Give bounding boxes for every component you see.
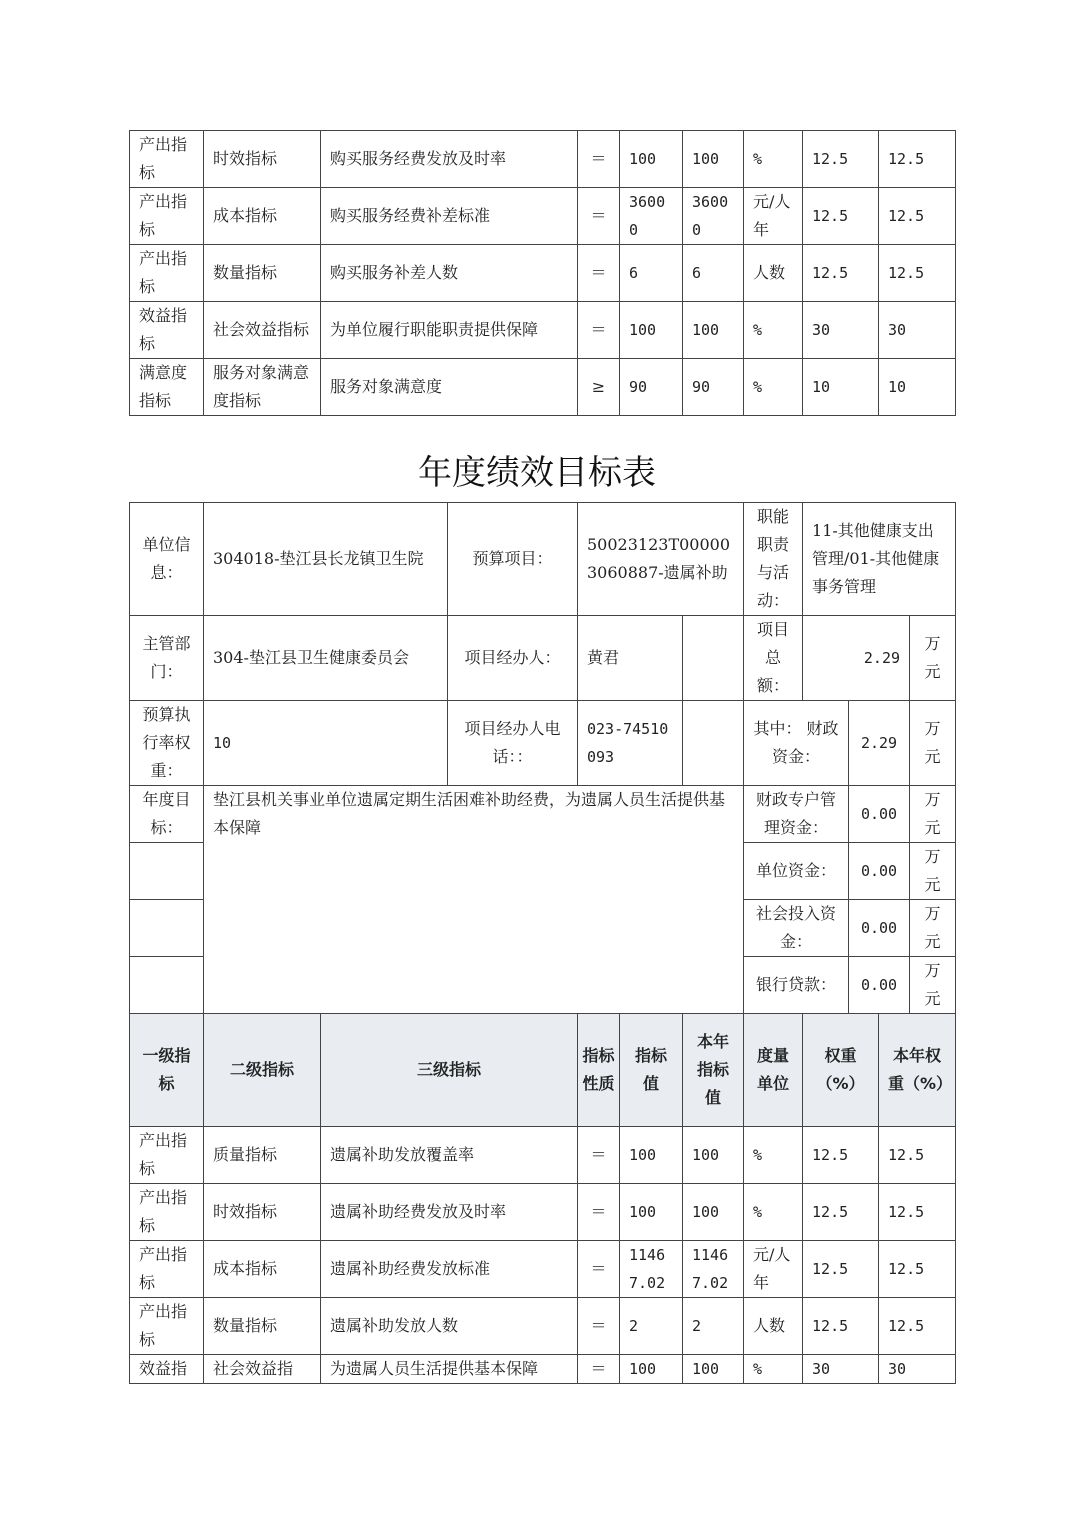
indicator-row bbox=[130, 359, 956, 416]
social-fund-unit: 万元 bbox=[910, 900, 956, 957]
level2-cell: 数量指标 bbox=[204, 245, 321, 302]
unit-cell: 人数 bbox=[744, 1298, 803, 1355]
nature-cell: ＝ bbox=[578, 188, 620, 245]
indicator-row bbox=[130, 1127, 956, 1184]
year-value-cell: 11467.02 bbox=[683, 1241, 744, 1298]
level1-cell: 效益指标 bbox=[130, 302, 204, 359]
indicator-row bbox=[130, 1355, 956, 1384]
level2-cell: 服务对象满意度指标 bbox=[204, 359, 321, 416]
level3-cell: 遗属补助经费发放及时率 bbox=[321, 1184, 578, 1241]
special-fund-unit: 万元 bbox=[910, 786, 956, 843]
loan-unit: 万元 bbox=[910, 957, 956, 1014]
unit-label: 单位信息： bbox=[130, 503, 204, 616]
level3-cell: 为遗属人员生活提供基本保障 bbox=[321, 1355, 578, 1384]
level1-cell: 产出指标 bbox=[130, 245, 204, 302]
social-fund-label: 社会投入资金： bbox=[744, 900, 849, 957]
unit-cell: % bbox=[744, 359, 803, 416]
indicator-row bbox=[130, 131, 956, 188]
indicator-header-row bbox=[130, 1014, 956, 1127]
fiscal-label: 其中： 财政资金： bbox=[744, 701, 849, 786]
info-row-dept bbox=[130, 616, 956, 701]
info-row-exec bbox=[130, 701, 956, 786]
level3-cell: 购买服务经费补差标准 bbox=[321, 188, 578, 245]
weight-cell: 30 bbox=[803, 1355, 879, 1384]
performance-target-table bbox=[129, 502, 956, 1384]
exec-weight-label: 预算执行率权重： bbox=[130, 701, 204, 786]
year-weight-cell: 30 bbox=[879, 302, 956, 359]
header-weight: 权重（%） bbox=[803, 1014, 879, 1127]
weight-cell: 30 bbox=[803, 302, 879, 359]
nature-cell: ＝ bbox=[578, 1298, 620, 1355]
fiscal-value: 2.29 bbox=[849, 701, 910, 786]
value-cell: 100 bbox=[620, 1355, 683, 1384]
function-value: 11-其他健康支出管理/01-其他健康事务管理 bbox=[803, 503, 956, 616]
header-value: 指标值 bbox=[620, 1014, 683, 1127]
level3-cell: 服务对象满意度 bbox=[321, 359, 578, 416]
manager-label: 项目经办人： bbox=[448, 616, 578, 701]
goal-value: 垫江县机关事业单位遗属定期生活困难补助经费，为遗属人员生活提供基本保障 bbox=[204, 786, 744, 1014]
social-fund-value: 0.00 bbox=[849, 900, 910, 957]
header-nature: 指标性质 bbox=[578, 1014, 620, 1127]
value-cell: 100 bbox=[620, 302, 683, 359]
dept-label: 主管部门： bbox=[130, 616, 204, 701]
year-value-cell: 100 bbox=[683, 302, 744, 359]
weight-cell: 12.5 bbox=[803, 1127, 879, 1184]
indicator-row bbox=[130, 188, 956, 245]
weight-cell: 12.5 bbox=[803, 245, 879, 302]
year-weight-cell: 12.5 bbox=[879, 1241, 956, 1298]
function-label: 职能职责与活动： bbox=[744, 503, 803, 616]
year-weight-cell: 10 bbox=[879, 359, 956, 416]
goal-label: 年度目标： bbox=[130, 786, 204, 843]
year-value-cell: 90 bbox=[683, 359, 744, 416]
indicator-row bbox=[130, 245, 956, 302]
header-level3: 三级指标 bbox=[321, 1014, 578, 1127]
year-weight-cell: 12.5 bbox=[879, 131, 956, 188]
year-weight-cell: 12.5 bbox=[879, 245, 956, 302]
level2-cell: 社会效益指标 bbox=[204, 302, 321, 359]
level1-cell: 满意度指标 bbox=[130, 359, 204, 416]
level1-cell: 产出指标 bbox=[130, 1127, 204, 1184]
level3-cell: 购买服务经费发放及时率 bbox=[321, 131, 578, 188]
header-level2: 二级指标 bbox=[204, 1014, 321, 1127]
nature-cell: ≥ bbox=[578, 359, 620, 416]
year-value-cell: 100 bbox=[683, 1184, 744, 1241]
header-unit: 度量单位 bbox=[744, 1014, 803, 1127]
year-weight-cell: 12.5 bbox=[879, 1298, 956, 1355]
level1-cell: 产出指标 bbox=[130, 1298, 204, 1355]
level3-cell: 遗属补助发放人数 bbox=[321, 1298, 578, 1355]
weight-cell: 12.5 bbox=[803, 1298, 879, 1355]
unit-cell: % bbox=[744, 1184, 803, 1241]
level1-cell: 产出指标 bbox=[130, 131, 204, 188]
value-cell: 90 bbox=[620, 359, 683, 416]
nature-cell: ＝ bbox=[578, 245, 620, 302]
year-weight-cell: 12.5 bbox=[879, 188, 956, 245]
level2-cell: 时效指标 bbox=[204, 131, 321, 188]
empty-cell bbox=[130, 900, 204, 957]
unit-cell: % bbox=[744, 302, 803, 359]
level1-cell: 产出指标 bbox=[130, 188, 204, 245]
value-cell: 2 bbox=[620, 1298, 683, 1355]
unit-cell: % bbox=[744, 1355, 803, 1384]
info-row-unit bbox=[130, 503, 956, 616]
level3-cell: 遗属补助经费发放标准 bbox=[321, 1241, 578, 1298]
budget-item-label: 预算项目： bbox=[448, 503, 578, 616]
level1-cell: 效益指 bbox=[130, 1355, 204, 1384]
year-value-cell: 2 bbox=[683, 1298, 744, 1355]
nature-cell: ＝ bbox=[578, 1127, 620, 1184]
loan-value: 0.00 bbox=[849, 957, 910, 1014]
indicator-table-continued bbox=[129, 130, 956, 416]
loan-label: 银行贷款： bbox=[744, 957, 849, 1014]
level2-cell: 质量指标 bbox=[204, 1127, 321, 1184]
indicator-row bbox=[130, 1241, 956, 1298]
unit-fund-unit: 万元 bbox=[910, 843, 956, 900]
total-value: 2.29 bbox=[803, 616, 910, 701]
level2-cell: 数量指标 bbox=[204, 1298, 321, 1355]
info-row-goal bbox=[130, 786, 956, 843]
unit-cell: 人数 bbox=[744, 245, 803, 302]
nature-cell: ＝ bbox=[578, 131, 620, 188]
phone-value: 023-74510093 bbox=[578, 701, 683, 786]
page-title: 年度绩效目标表 bbox=[418, 453, 656, 493]
year-value-cell: 36000 bbox=[683, 188, 744, 245]
level3-cell: 遗属补助发放覆盖率 bbox=[321, 1127, 578, 1184]
dept-value: 304-垫江县卫生健康委员会 bbox=[204, 616, 448, 701]
weight-cell: 12.5 bbox=[803, 188, 879, 245]
budget-item-value: 50023123T000003060887-遗属补助 bbox=[578, 503, 744, 616]
header-year-weight: 本年权重（%） bbox=[879, 1014, 956, 1127]
exec-weight-value: 10 bbox=[204, 701, 448, 786]
value-cell: 6 bbox=[620, 245, 683, 302]
year-value-cell: 6 bbox=[683, 245, 744, 302]
weight-cell: 12.5 bbox=[803, 1241, 879, 1298]
year-weight-cell: 12.5 bbox=[879, 1127, 956, 1184]
year-weight-cell: 30 bbox=[879, 1355, 956, 1384]
header-year-value: 本年指标值 bbox=[683, 1014, 744, 1127]
value-cell: 36000 bbox=[620, 188, 683, 245]
special-fund-value: 0.00 bbox=[849, 786, 910, 843]
empty-cell bbox=[130, 957, 204, 1014]
manager-value: 黄君 bbox=[578, 616, 683, 701]
empty-cell bbox=[683, 701, 744, 786]
value-cell: 100 bbox=[620, 1127, 683, 1184]
level2-cell: 成本指标 bbox=[204, 188, 321, 245]
level1-cell: 产出指标 bbox=[130, 1241, 204, 1298]
weight-cell: 12.5 bbox=[803, 131, 879, 188]
level3-cell: 购买服务补差人数 bbox=[321, 245, 578, 302]
empty-cell bbox=[130, 843, 204, 900]
unit-cell: % bbox=[744, 131, 803, 188]
value-cell: 11467.02 bbox=[620, 1241, 683, 1298]
empty-cell bbox=[683, 616, 744, 701]
fiscal-unit: 万元 bbox=[910, 701, 956, 786]
unit-cell: % bbox=[744, 1127, 803, 1184]
level2-cell: 社会效益指 bbox=[204, 1355, 321, 1384]
phone-label: 项目经办人电话：： bbox=[448, 701, 578, 786]
unit-fund-label: 单位资金： bbox=[744, 843, 849, 900]
year-weight-cell: 12.5 bbox=[879, 1184, 956, 1241]
nature-cell: ＝ bbox=[578, 1355, 620, 1384]
unit-value: 304018-垫江县长龙镇卫生院 bbox=[204, 503, 448, 616]
value-cell: 100 bbox=[620, 131, 683, 188]
level3-cell: 为单位履行职能职责提供保障 bbox=[321, 302, 578, 359]
indicator-row bbox=[130, 1298, 956, 1355]
header-level1: 一级指标 bbox=[130, 1014, 204, 1127]
level1-cell: 产出指标 bbox=[130, 1184, 204, 1241]
nature-cell: ＝ bbox=[578, 302, 620, 359]
unit-cell: 元/人年 bbox=[744, 1241, 803, 1298]
unit-cell: 元/人年 bbox=[744, 188, 803, 245]
indicator-row bbox=[130, 1184, 956, 1241]
nature-cell: ＝ bbox=[578, 1241, 620, 1298]
year-value-cell: 100 bbox=[683, 1355, 744, 1384]
year-value-cell: 100 bbox=[683, 1127, 744, 1184]
total-label: 项目总额： bbox=[744, 616, 803, 701]
nature-cell: ＝ bbox=[578, 1184, 620, 1241]
weight-cell: 12.5 bbox=[803, 1184, 879, 1241]
indicator-row bbox=[130, 302, 956, 359]
special-fund-label: 财政专户管理资金： bbox=[744, 786, 849, 843]
unit-fund-value: 0.00 bbox=[849, 843, 910, 900]
year-value-cell: 100 bbox=[683, 131, 744, 188]
level2-cell: 时效指标 bbox=[204, 1184, 321, 1241]
total-unit: 万元 bbox=[910, 616, 956, 701]
value-cell: 100 bbox=[620, 1184, 683, 1241]
level2-cell: 成本指标 bbox=[204, 1241, 321, 1298]
weight-cell: 10 bbox=[803, 359, 879, 416]
